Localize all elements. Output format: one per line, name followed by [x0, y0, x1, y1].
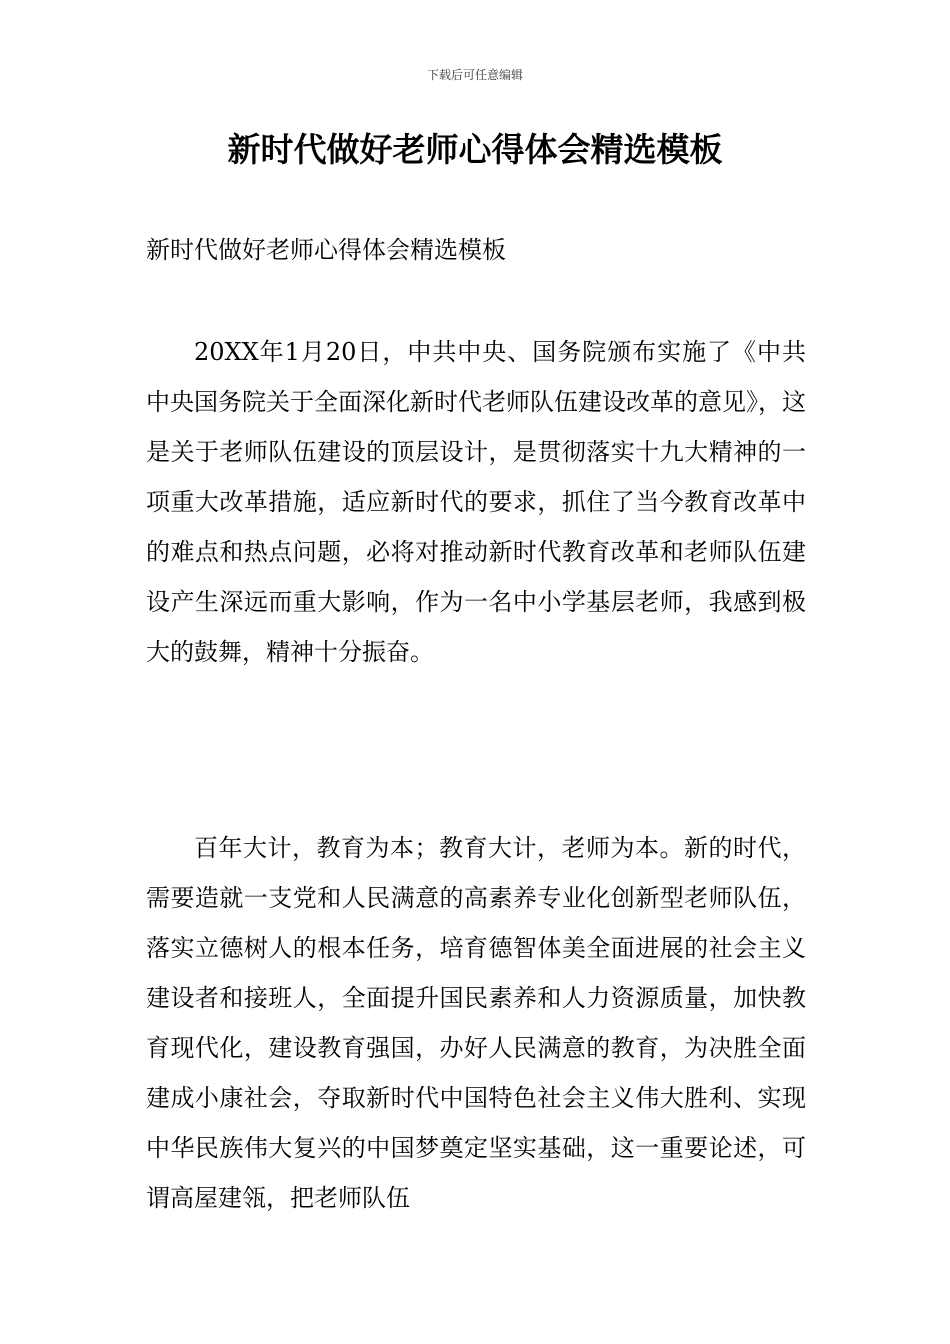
paragraph-1: 20XX年1月20日，中共中央、国务院颁布实施了《中共中央国务院关于全面深化新时代老师队伍建设改革的意见》，这是关于老师队伍建设的顶层设计，是贯彻落实十九大精神的一项重大改革措施，适应新时代的要求，抓住了当今教育改革中的难点和热点问题，必将对推动新时代教育改革和老师队伍建设产生深远而重大影响，作为一名中小学基层老师，我感到极大的鼓舞，精神十分振奋。	[146, 338, 806, 666]
paragraph-2: 百年大计，教育为本；教育大计，老师为本。新的时代，需要造就一支党和人民满意的高素养专业化创新型老师队伍，落实立德树人的根本任务，培育德智体美全面进展的社会主义建设者和接班人，全面提升国民素养和人力资源质量，加快教育现代化，建设教育强国，办好人民满意的教育，为决胜全面建成小康社会，夺取新时代中国特色社会主义伟大胜利、实现中华民族伟大复兴的中国梦奠定坚实基础，这一重要论述，可谓高屋建瓴，把老师队伍	[146, 834, 806, 1212]
header-note: 下载后可任意编辑	[426, 68, 523, 82]
document-title: 新时代做好老师心得体会精选模板	[227, 130, 723, 169]
document-subtitle: 新时代做好老师心得体会精选模板	[146, 236, 506, 264]
